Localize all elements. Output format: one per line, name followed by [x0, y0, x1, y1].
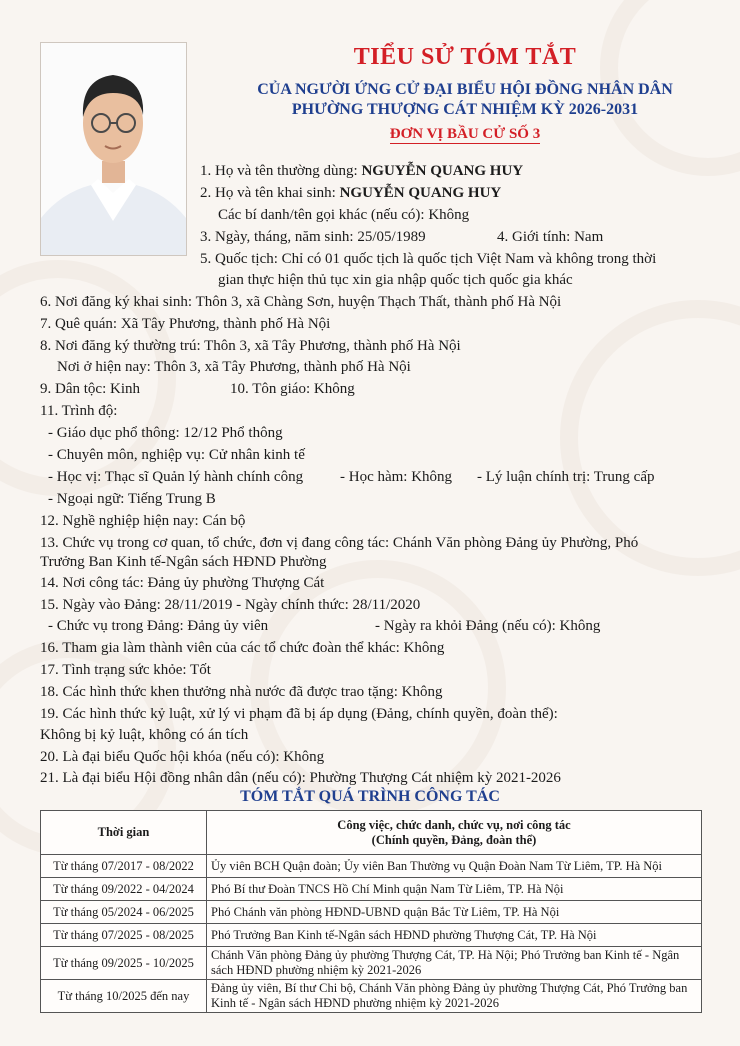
workplace-line: 14. Nơi công tác: Đảng ủy phường Thượng Cát	[40, 575, 325, 591]
health-line: 17. Tình trạng sức khỏe: Tốt	[40, 662, 211, 678]
time-cell: Từ tháng 09/2022 - 04/2024	[41, 878, 207, 901]
job-cell: Ủy viên BCH Quận đoàn; Ủy viên Ban Thường vụ Quận Đoàn Nam Từ Liêm, TP. Hà Nội	[207, 855, 702, 878]
discipline-line: 19. Các hình thức kỷ luật, xử lý vi phạm đã bị áp dụng (Đảng, chính quyền, đoàn thể):	[40, 706, 558, 722]
time-cell: Từ tháng 07/2025 - 08/2025	[41, 924, 207, 947]
academic-title-line: - Học hàm: Không	[340, 469, 453, 485]
table-row	[41, 924, 702, 947]
document-title: TIỂU SỬ TÓM TẮT	[353, 44, 577, 70]
work-history-title: TÓM TẮT QUÁ TRÌNH CÔNG TÁC	[240, 788, 500, 805]
nationality-line-cont: gian thực hiện thủ tục xin gia nhập quốc tịch quốc gia khác	[218, 272, 573, 288]
job-cell: Phó Chánh văn phòng HĐND-UBND quận Bắc Từ Liêm, TP. Hà Nội	[207, 901, 702, 924]
common-name-value: NGUYỄN QUANG HUY	[361, 163, 524, 179]
document-subtitle-line2: PHƯỜNG THƯỢNG CÁT NHIỆM KỲ 2026-2031	[291, 101, 639, 118]
foreign-language-line: - Ngoại ngữ: Tiếng Trung B	[48, 491, 216, 507]
time-cell: Từ tháng 10/2025 đến nay	[41, 980, 207, 1013]
degree-line: - Học vị: Thạc sĩ Quản lý hành chính công	[48, 469, 304, 485]
table-row	[41, 980, 702, 1013]
birth-registration-line: 6. Nơi đăng ký khai sinh: Thôn 3, xã Chàng Sơn, huyện Thạch Thất, thành phố Hà Nội	[40, 294, 562, 310]
time-column-header: Thời gian	[41, 811, 207, 855]
portrait-illustration	[41, 43, 186, 255]
alias-line: Các bí danh/tên gọi khác (nếu có): Không	[218, 207, 470, 223]
occupation-line: 12. Nghề nghiệp hiện nay: Cán bộ	[40, 513, 246, 529]
position-line-cont: Trưởng Ban Kinh tế-Ngân sách HĐND Phường	[40, 554, 327, 570]
electoral-unit-heading: ĐƠN VỊ BẦU CỬ SỐ 3	[389, 126, 541, 142]
document-subtitle-line1: CỦA NGƯỜI ỨNG CỬ ĐẠI BIỂU HỘI ĐỒNG NHÂN DÂN	[257, 81, 673, 98]
position-line: 13. Chức vụ trong cơ quan, tổ chức, đơn vị đang công tác: Chánh Văn phòng Đảng ủy Phường, Phó	[40, 535, 639, 551]
party-position-line: - Chức vụ trong Đảng: Đảng ủy viên	[48, 618, 269, 634]
organizations-line: 16. Tham gia làm thành viên của các tổ chức đoàn thể khác: Không	[40, 640, 445, 656]
job-cell: Phó Bí thư Đoàn TNCS Hồ Chí Minh quận Nam Từ Liêm, TP. Hà Nội	[207, 878, 702, 901]
table-row	[41, 947, 702, 980]
table-row	[41, 855, 702, 878]
work-history-table	[40, 810, 702, 1013]
specialization-line: - Chuyên môn, nghiệp vụ: Cử nhân kinh tế	[48, 447, 305, 463]
common-name-line: 1. Họ và tên thường dùng: NGUYỄN QUANG HUY	[200, 163, 524, 179]
table-row	[41, 901, 702, 924]
education-heading: 11. Trình độ:	[40, 403, 118, 419]
candidate-portrait-photo	[40, 42, 187, 256]
peoples-council-line: 21. Là đại biểu Hội đồng nhân dân (nếu có): Phường Thượng Cát nhiệm kỳ 2021-2026	[40, 770, 561, 786]
table-header-row	[41, 811, 702, 855]
permanent-residence-line: 8. Nơi đăng ký thường trú: Thôn 3, xã Tây Phương, thành phố Hà Nội	[40, 338, 461, 354]
job-cell: Chánh Văn phòng Đảng ủy phường Thượng Cát, TP. Hà Nội; Phó Trưởng ban Kinh tế - Ngân sách HĐND phường nhiệm kỳ 2021-2026	[207, 947, 702, 980]
time-cell: Từ tháng 05/2024 - 06/2025	[41, 901, 207, 924]
birth-name-value: NGUYỄN QUANG HUY	[339, 185, 502, 201]
job-cell: Phó Trưởng Ban Kinh tế-Ngân sách HĐND phường Thượng Cát, TP. Hà Nội	[207, 924, 702, 947]
political-theory-line: - Lý luận chính trị: Trung cấp	[477, 469, 655, 485]
national-assembly-line: 20. Là đại biểu Quốc hội khóa (nếu có): Không	[40, 749, 325, 765]
table-row	[41, 878, 702, 901]
party-admission-line: 15. Ngày vào Đảng: 28/11/2019 - Ngày chính thức: 28/11/2020	[40, 597, 421, 613]
nationality-line: 5. Quốc tịch: Chỉ có 01 quốc tịch là quốc tịch Việt Nam và không trong thời	[200, 251, 657, 267]
birth-date-line: 3. Ngày, tháng, năm sinh: 25/05/1989	[200, 229, 426, 245]
current-residence-line: Nơi ở hiện nay: Thôn 3, xã Tây Phương, thành phố Hà Nội	[57, 359, 411, 375]
job-column-header: Công việc, chức danh, chức vụ, nơi công tác (Chính quyền, Đảng, đoàn thể)	[207, 811, 702, 855]
discipline-line-cont: Không bị kỷ luật, không có án tích	[40, 727, 249, 743]
gender-line: 4. Giới tính: Nam	[497, 229, 604, 245]
religion-line: 10. Tôn giáo: Không	[230, 381, 355, 397]
hometown-line: 7. Quê quán: Xã Tây Phương, thành phố Hà Nội	[40, 316, 331, 332]
time-cell: Từ tháng 09/2025 - 10/2025	[41, 947, 207, 980]
general-education-line: - Giáo dục phổ thông: 12/12 Phổ thông	[48, 425, 283, 441]
ethnicity-line: 9. Dân tộc: Kinh	[40, 381, 140, 397]
job-cell: Đảng ủy viên, Bí thư Chi bộ, Chánh Văn phòng Đảng ủy phường Thượng Cát, Phó Trưởng ban Kinh tế - Ngân sách HĐND phường nhiệm kỳ 2021-2026	[207, 980, 702, 1013]
awards-line: 18. Các hình thức khen thưởng nhà nước đã được trao tặng: Không	[40, 684, 443, 700]
party-exit-line: - Ngày ra khỏi Đảng (nếu có): Không	[375, 618, 601, 634]
time-cell: Từ tháng 07/2017 - 08/2022	[41, 855, 207, 878]
birth-name-line: 2. Họ và tên khai sinh: NGUYỄN QUANG HUY	[200, 185, 502, 201]
